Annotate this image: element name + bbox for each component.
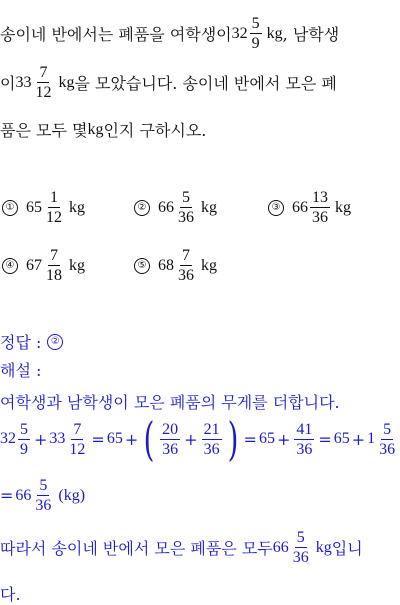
problem-text: 품은 모두 몇 [0,121,88,140]
option-number: ① [2,200,18,216]
fraction [294,420,314,459]
whole-part: 66 [158,198,174,216]
solution-final-line-2 [0,582,21,605]
numerator: 7 [50,247,58,264]
denominator: 36 [35,497,52,514]
equals-sign: = [243,429,257,449]
fraction [176,246,196,285]
denominator: 36 [203,440,220,458]
problem-line-3 [0,118,206,141]
solution-final-line [0,528,363,567]
numerator: 5 [296,529,305,546]
problem-text: , 남학생 [282,25,340,44]
unit: kg [266,24,283,42]
plus-sign: + [34,429,48,449]
denominator: 36 [162,440,179,458]
denominator: 36 [178,267,194,284]
solution-line-1 [0,390,340,413]
plus-sign: + [276,429,291,449]
whole-part: 66 [292,198,308,216]
denominator: 36 [292,549,309,566]
right-paren: ) [227,412,238,466]
numerator: 41 [296,420,313,438]
option-number: ② [134,200,150,216]
left-paren: ( [143,412,155,466]
whole-part: 65 [258,430,275,447]
solution-text: 다. [0,585,21,604]
fraction [250,14,262,53]
plus-sign: + [124,429,139,449]
fraction [44,188,64,227]
answer-line [0,330,63,353]
denominator: 9 [251,35,260,52]
whole-part: 66 [15,486,32,504]
denominator: 36 [379,440,396,458]
whole-part: 67 [26,256,42,274]
numerator: 7 [39,64,48,81]
whole-part: 65 [333,430,350,447]
answer-mark: ② [47,334,63,350]
option-3[interactable] [268,188,351,227]
denominator: 12 [69,440,86,458]
problem-text: 이 [0,74,16,93]
fraction [291,528,311,567]
whole-part: 66 [272,538,289,556]
solution-equation-2 [0,476,85,515]
option-1[interactable] [2,188,85,227]
denominator: 9 [20,440,28,458]
unit: kg [201,256,217,274]
whole-part: 33 [15,73,32,91]
unit: kg [87,120,104,138]
numerator: 5 [20,420,28,438]
fraction [310,188,330,227]
mixed-number-boys [15,63,55,102]
unit: kg [315,538,332,556]
mixed-number [49,420,89,459]
whole-part: 65 [26,198,42,216]
mixed-number [367,420,399,459]
denominator: 36 [296,440,313,458]
numerator: 7 [73,420,82,438]
whole-part: 1 [367,430,376,447]
option-2[interactable] [134,188,217,227]
equals-sign: = [91,429,105,449]
plus-sign: + [351,429,366,449]
solution-text: 입니 [331,539,363,558]
plus-sign: + [184,429,198,449]
problem-text: 을 모았습니다. 송이네 반에서 모은 폐 [74,74,337,93]
fraction [33,476,53,515]
option-5[interactable] [134,246,217,285]
solution-label-text: 해설 : [0,361,42,380]
unit: kg [335,198,351,216]
unit: kg [201,198,217,216]
numerator: 5 [39,477,48,494]
fraction [67,420,87,459]
answer-label: 정답 : [0,333,42,352]
denominator: 12 [35,84,52,101]
fraction [33,63,53,102]
denominator: 36 [178,209,194,226]
option-4[interactable] [2,246,85,285]
equals-sign: = [318,429,332,449]
problem-line-2 [0,63,337,102]
fraction [160,420,180,459]
unit: kg [58,73,75,91]
equals-sign: = [0,486,14,505]
numerator: 21 [203,420,220,438]
denominator: 36 [312,209,328,226]
problem-text: 송이네 반에서는 폐품을 여학생이 [0,25,232,44]
fraction [18,420,30,459]
fraction [202,420,222,459]
denominator: 12 [46,209,62,226]
unit: kg [69,256,85,274]
numerator: 5 [383,420,392,438]
fraction [44,246,64,285]
solution-equation [0,412,399,466]
numerator: 1 [50,189,58,206]
whole-part: 68 [158,256,174,274]
whole-part: 32 [0,430,16,447]
numerator: 5 [251,15,260,32]
denominator: 18 [46,267,62,284]
fraction [176,188,196,227]
solution-text: 따라서 송이네 반에서 모은 폐품은 모두 [0,539,273,558]
mixed-number-girls [232,14,264,53]
whole-part: 65 [106,430,123,447]
numerator: 20 [162,420,179,438]
fraction [377,420,397,459]
whole-part: 32 [231,24,248,42]
numerator: 7 [182,247,190,264]
numerator: 13 [312,189,328,206]
option-number: ③ [268,200,284,216]
problem-line-1 [0,14,339,53]
whole-part: 33 [49,430,66,447]
solution-text: 여학생과 남학생이 모은 폐품의 무게를 더합니다. [0,393,340,412]
problem-text: 인지 구하시오. [103,121,207,140]
unit: (kg) [58,486,86,504]
unit: kg [69,198,85,216]
mixed-number [0,420,32,459]
numerator: 5 [182,189,190,206]
option-number: ④ [2,258,18,274]
solution-label [0,358,41,381]
option-number: ⑤ [134,258,150,274]
